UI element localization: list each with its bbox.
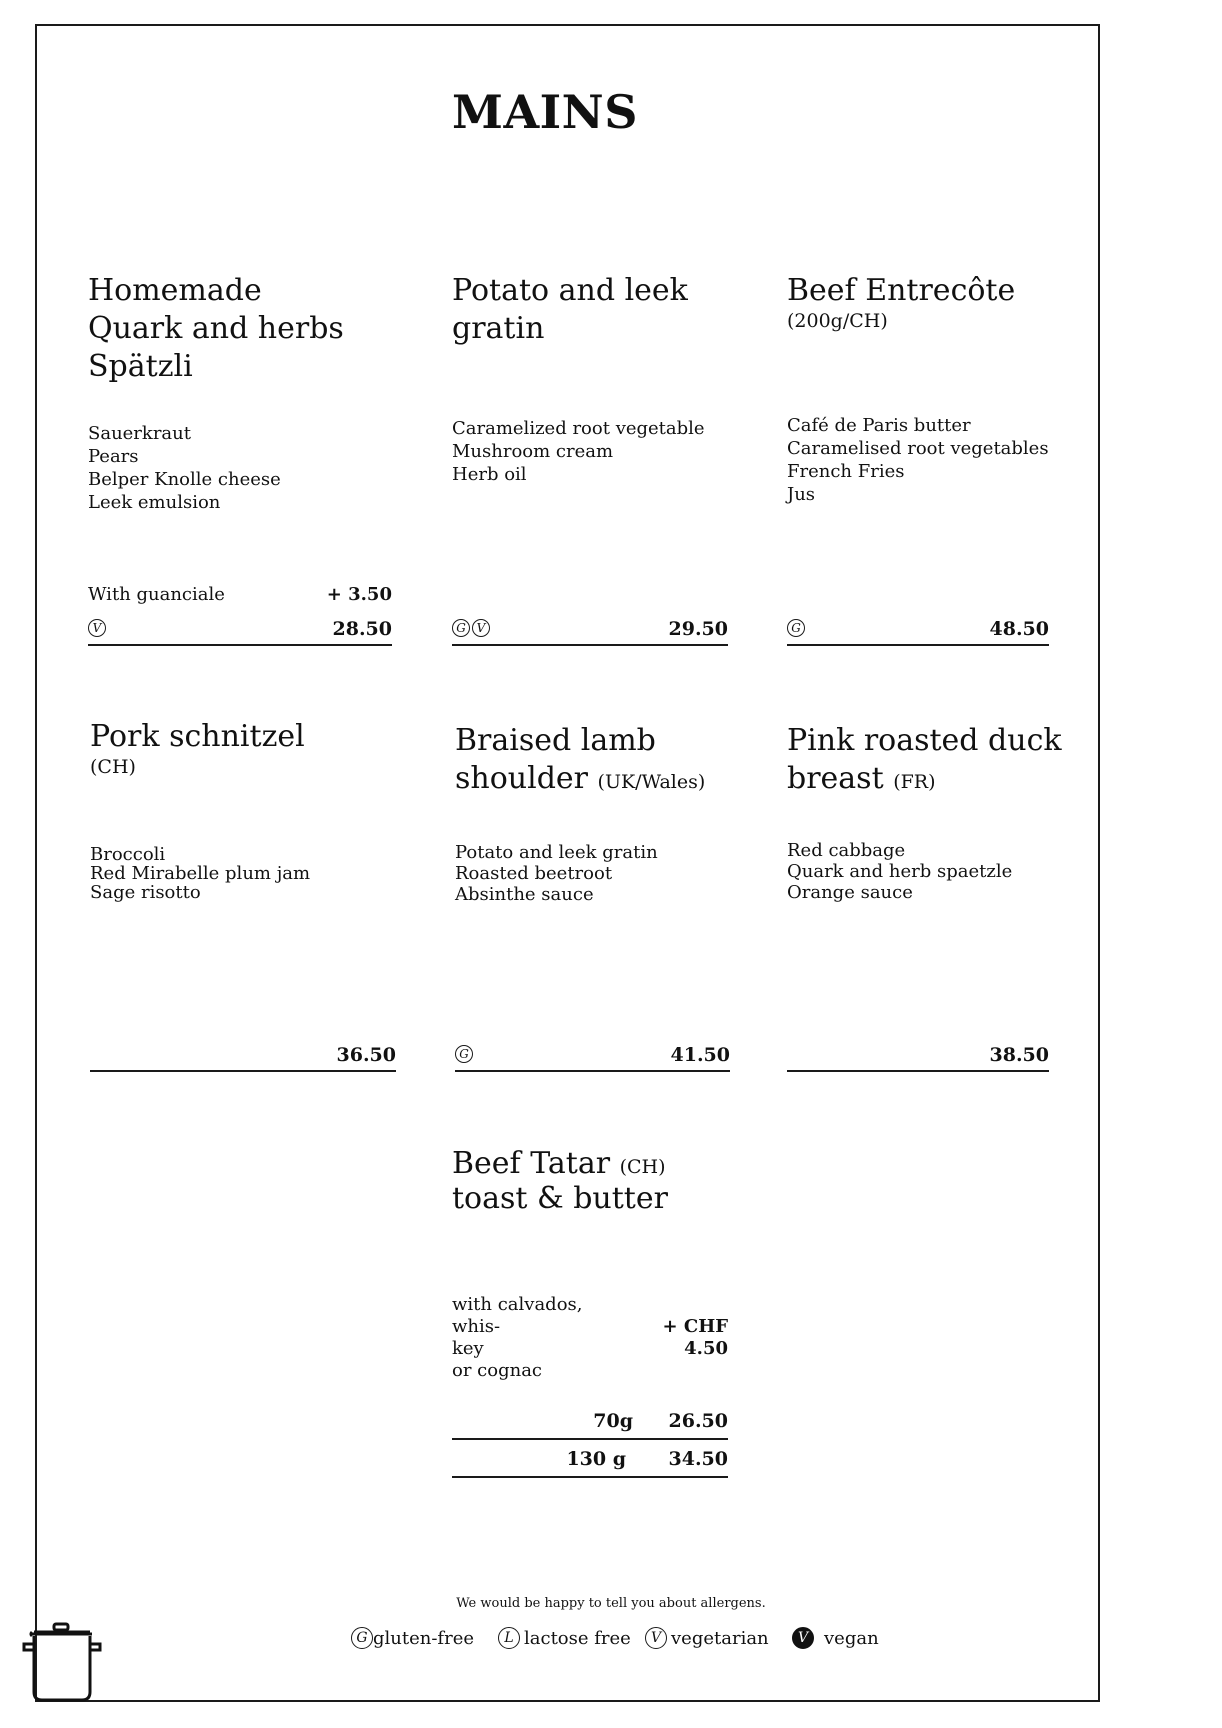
price-row — [787, 1040, 1049, 1072]
ingredient-list — [88, 422, 281, 514]
ingredient-list — [452, 417, 705, 486]
dish-title: Beef Entrecôte (200g/CH) — [787, 273, 1016, 332]
ingredient: Potato and leek gratin — [455, 842, 658, 863]
ingredient: Roasted beetroot — [455, 863, 613, 884]
diet-badges — [452, 619, 490, 637]
portion-size: 130 g — [566, 1448, 626, 1470]
dish-origin: (200g/CH) — [787, 310, 888, 332]
dish-title: Pink roasted duck breast (FR) — [787, 723, 1062, 796]
dish-title: Potato and leek gratin — [452, 273, 688, 346]
price-row — [88, 614, 392, 646]
dish-origin: (CH) — [90, 756, 136, 778]
gluten-free-icon: G — [452, 619, 470, 637]
vegetarian-icon: V — [472, 619, 490, 637]
dish-price: 26.50 — [668, 1410, 728, 1432]
vegan-icon: V — [792, 1627, 814, 1649]
dish-price: 34.50 — [668, 1448, 728, 1470]
dish-price: 41.50 — [670, 1044, 730, 1066]
diet-badges — [787, 619, 805, 637]
dish-price: 29.50 — [668, 618, 728, 640]
ingredient-list — [787, 840, 1012, 903]
ingredient: Herb oil — [452, 464, 527, 485]
price-row — [455, 1040, 730, 1072]
extra-option-price: + 3.50 — [326, 584, 392, 605]
dish-card-lamb — [455, 722, 730, 1072]
dish-card-tatar — [452, 1148, 728, 1488]
diet-badges — [455, 1045, 473, 1063]
dish-title: Homemade Quark and herbs Spätzli — [88, 273, 344, 384]
lactose-free-icon: L — [498, 1627, 520, 1649]
ingredient: Caramelised root vegetables — [787, 438, 1049, 459]
dish-origin: (UK/Wales) — [597, 771, 706, 793]
extra-option-label: With guanciale — [88, 584, 225, 605]
dish-title: Braised lamb shoulder (UK/Wales) — [455, 723, 706, 796]
portion-size: 70g — [593, 1410, 633, 1432]
vegetarian-icon: V — [645, 1627, 667, 1649]
page-title: MAINS — [452, 85, 638, 139]
dish-card-entrecote — [787, 272, 1049, 644]
legend-vegan: V vegan — [792, 1627, 879, 1649]
ingredient: Sauerkraut — [88, 423, 191, 444]
dish-card-duck — [787, 722, 1062, 1072]
dish-price: 36.50 — [336, 1044, 396, 1066]
cooking-pot-icon — [22, 1622, 102, 1702]
price-row — [90, 1040, 396, 1072]
allergen-note: We would be happy to tell you about allergens. — [456, 1596, 766, 1611]
dish-origin: (CH) — [619, 1156, 666, 1178]
legend-vegetarian: V vegetarian — [645, 1627, 769, 1649]
price-row — [452, 614, 728, 646]
ingredient: Mushroom cream — [452, 441, 614, 462]
vegetarian-icon: V — [88, 619, 106, 637]
size-price-row — [452, 1444, 728, 1478]
size-price-row — [452, 1406, 728, 1440]
ingredient: Café de Paris butter — [787, 415, 971, 436]
ingredient: Broccoli — [90, 844, 166, 865]
dish-price: 48.50 — [989, 618, 1049, 640]
ingredient: Sage risotto — [90, 882, 201, 903]
legend-lactose-free: L lactose free — [498, 1627, 631, 1649]
dish-title: Beef Tatar (CH) toast & butter — [452, 1146, 668, 1216]
ingredient-list — [787, 414, 1049, 506]
ingredient: Absinthe sauce — [455, 884, 594, 905]
ingredient-list — [90, 845, 310, 902]
ingredient: Leek emulsion — [88, 492, 221, 513]
ingredient: French Fries — [787, 461, 905, 482]
extra-option-price: + CHF 4.50 — [662, 1316, 728, 1359]
diet-badges — [88, 619, 106, 637]
ingredient-list — [455, 842, 658, 905]
gluten-free-icon: G — [351, 1627, 373, 1649]
ingredient: Quark and herb spaetzle — [787, 861, 1013, 882]
gluten-free-icon: G — [787, 619, 805, 637]
extra-option-label: with calvados, whis- key or cognac — [452, 1294, 583, 1381]
ingredient: Orange sauce — [787, 882, 913, 903]
price-row — [787, 614, 1049, 646]
ingredient: Belper Knolle cheese — [88, 469, 281, 490]
ingredient: Red cabbage — [787, 840, 906, 861]
dish-price: 38.50 — [989, 1044, 1049, 1066]
ingredient: Caramelized root vegetable — [452, 418, 705, 439]
legend-gluten-free: G gluten-free — [351, 1627, 474, 1649]
ingredient: Pears — [88, 446, 139, 467]
gluten-free-icon: G — [455, 1045, 473, 1063]
dish-origin: (FR) — [893, 771, 936, 793]
ingredient: Red Mirabelle plum jam — [90, 863, 311, 884]
dish-card-spaetzli — [88, 272, 392, 644]
ingredient: Jus — [787, 484, 816, 505]
dish-title: Pork schnitzel (CH) — [90, 719, 305, 778]
dish-price: 28.50 — [332, 618, 392, 640]
dish-card-schnitzel — [90, 718, 396, 1072]
dish-card-gratin — [452, 272, 728, 644]
extra-option-row — [88, 584, 392, 605]
